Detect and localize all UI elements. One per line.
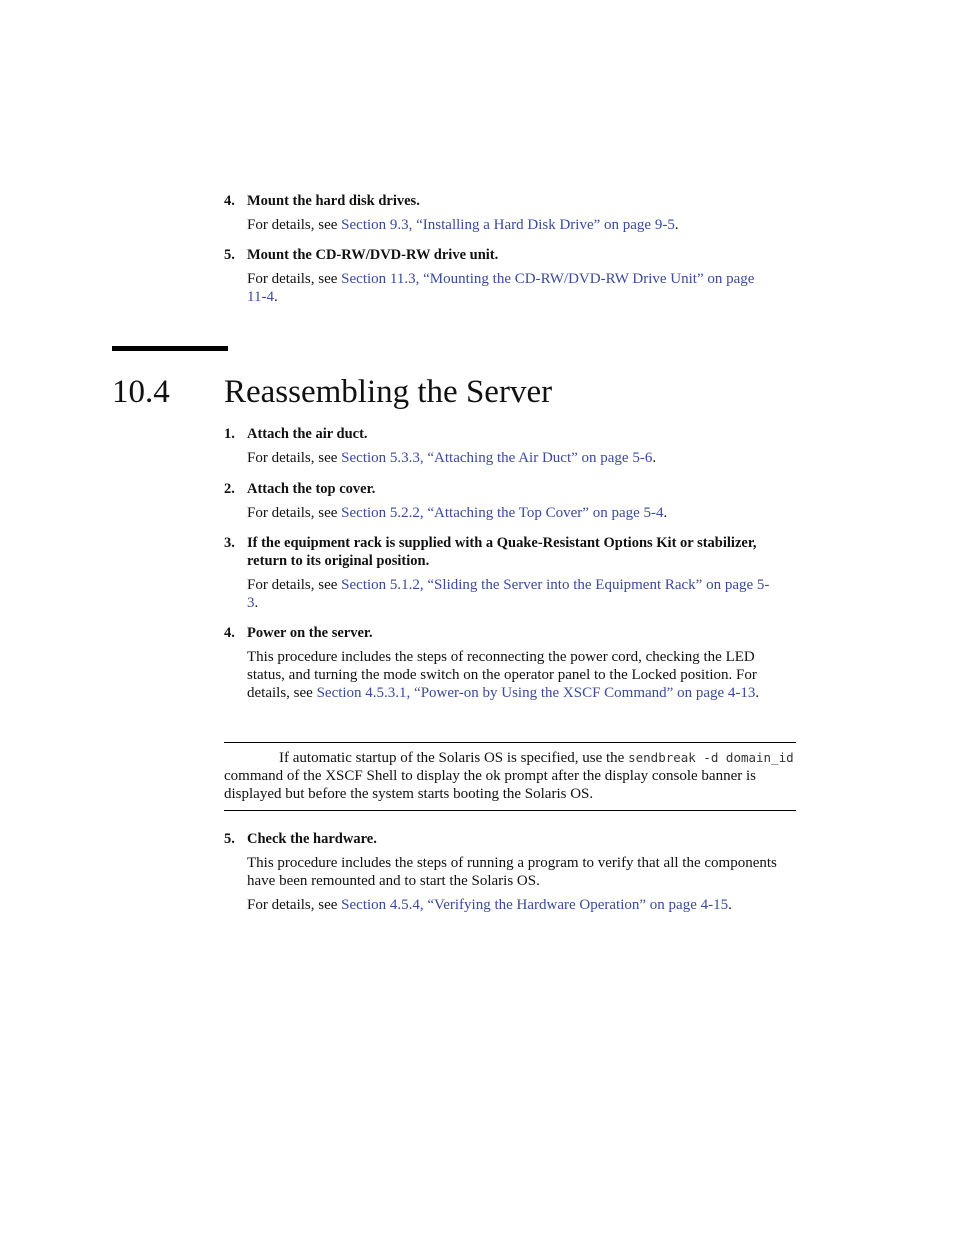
step-4-mount-hdd: [224, 192, 796, 234]
cross-reference-link[interactable]: Section 4.5.4, “Verifying the Hardware Operation” on page 4-15: [341, 897, 729, 913]
step-number: 4.: [224, 625, 235, 641]
step-number: 4.: [224, 193, 235, 209]
detail-prefix: For details, see: [247, 897, 342, 913]
step-5-mount-cd-drive: [224, 246, 796, 306]
section-rule: [112, 346, 228, 351]
step-2-attach-top-cover: [224, 480, 796, 522]
detail-suffix: .: [254, 595, 259, 611]
step-heading: [224, 480, 796, 498]
step-number: 5.: [224, 247, 235, 263]
step-heading-text: Mount the hard disk drives.: [247, 193, 420, 209]
note-command: sendbreak -d domain_id: [628, 750, 794, 765]
step-5-check-hardware: [224, 830, 796, 914]
step-detail: [247, 648, 792, 702]
step-heading-text: Attach the air duct.: [247, 426, 368, 442]
cross-reference-link[interactable]: Section 5.2.2, “Attaching the Top Cover” on page 5-4: [341, 505, 664, 521]
cross-reference-link[interactable]: Section 9.3, “Installing a Hard Disk Drive” on page 9-5: [341, 217, 675, 233]
step-4-power-on: [224, 624, 796, 702]
step-detail: [247, 216, 796, 234]
note-prefix: If automatic startup of the Solaris OS is specified, use the: [279, 750, 629, 766]
note-suffix: command of the XSCF Shell to display the ok prompt after the display console banner is displayed but before the system starts booting the Solaris OS.: [224, 768, 756, 802]
step-heading-text: Check the hardware.: [247, 831, 377, 847]
step-detail: [247, 504, 796, 522]
detail-suffix: .: [755, 685, 760, 701]
step-detail: [247, 449, 796, 467]
step-number: 3.: [224, 535, 235, 551]
detail-prefix: For details, see: [247, 217, 342, 233]
note-text: [224, 749, 796, 803]
step-detail: [247, 576, 779, 612]
detail-prefix: For details, see: [247, 505, 342, 521]
step-3-return-stabilizer: [224, 534, 796, 612]
step-detail: [247, 896, 796, 914]
step-heading-text: Attach the top cover.: [247, 481, 376, 497]
step-heading: [224, 534, 796, 570]
step-detail: [247, 270, 777, 306]
cross-reference-link[interactable]: Section 4.5.3.1, “Power-on by Using the XSCF Command” on page 4-13: [316, 685, 756, 701]
detail-prefix: For details, see: [247, 271, 342, 287]
step-number: 5.: [224, 831, 235, 847]
section-number: 10.4: [112, 374, 170, 410]
cross-reference-link[interactable]: Section 5.3.3, “Attaching the Air Duct” on page 5-6: [341, 450, 653, 466]
cross-reference-link[interactable]: Section 11.3, “Mounting the CD-RW/DVD-RW Drive Unit” on page 11-4: [247, 271, 755, 305]
step-heading: [224, 425, 796, 443]
step-heading: [224, 246, 796, 264]
detail-suffix: .: [728, 897, 732, 913]
step-number: 2.: [224, 481, 235, 497]
detail-suffix: .: [663, 505, 668, 521]
cross-reference-link[interactable]: Section 5.1.2, “Sliding the Server into the Equipment Rack” on page 5-3: [247, 577, 770, 611]
step-heading: [224, 830, 796, 848]
detail-prefix: For details, see: [247, 450, 342, 466]
detail-prefix: For details, see: [247, 577, 342, 593]
detail-suffix: .: [652, 450, 657, 466]
step-heading-text: Mount the CD-RW/DVD-RW drive unit.: [247, 247, 499, 263]
step-number: 1.: [224, 426, 235, 442]
detail-suffix: .: [273, 289, 278, 305]
step-heading-text: Power on the server.: [247, 625, 373, 641]
detail-suffix: .: [674, 217, 679, 233]
step-heading: [224, 624, 796, 642]
step-1-attach-air-duct: [224, 425, 796, 467]
step-heading-text: If the equipment rack is supplied with a Quake-Resistant Options Kit or stabilizer, return to its original position.: [247, 535, 757, 569]
step-description: This procedure includes the steps of running a program to verify that all the components have been remounted and to start the Solaris OS.: [247, 855, 777, 889]
section-title: Reassembling the Server: [224, 374, 553, 410]
detail-prefix: This procedure includes the steps of reconnecting the power cord, checking the LED status, and turning the mode switch on the operator panel to the Locked position. For details, see: [247, 649, 757, 701]
note-box: [224, 742, 796, 811]
step-heading: [224, 192, 796, 210]
